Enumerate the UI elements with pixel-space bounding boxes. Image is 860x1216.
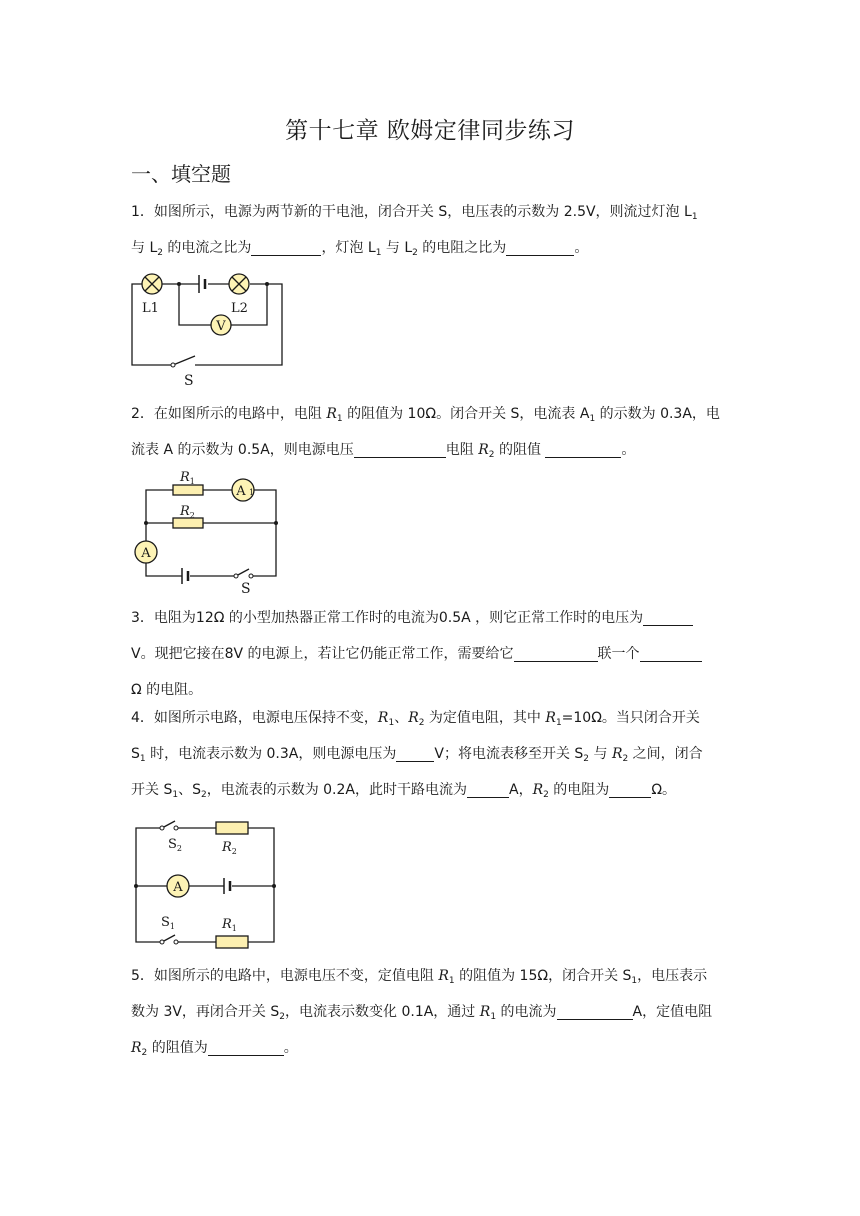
answer-blank[interactable] [640, 643, 702, 662]
lamp-l2-icon [229, 274, 249, 294]
resistor-r2-icon [216, 822, 248, 834]
question-1 [131, 194, 731, 266]
answer-blank[interactable] [251, 237, 321, 256]
question-4 [131, 700, 731, 808]
lamp-l1-icon [142, 274, 162, 294]
page-title: 第十七章 欧姆定律同步练习 [285, 118, 575, 144]
answer-blank[interactable] [506, 237, 574, 256]
question-4-text: 4．如图所示电路，电源电压保持不变，$R_1$、$R_2$ 为定值电阻，其中 $R_1=10\Omega$。当只闭合开关 $S_1$ 时，电流表示数为 0.3A，则电源电压为 V；将电流表移至开关 $S_2$ 与 $R_2$ 之间，闭合 开关 $S_1$、$S_2$，电流表的示数为 0.2A，此时干路电流为 A，$R_2$ 的电阻为 Ω。 [131, 710, 703, 800]
label-l2: L2 [231, 301, 248, 316]
label-r1: $R_1$ [222, 917, 237, 933]
ammeter-icon [167, 875, 189, 897]
svg-text:A: A [141, 546, 151, 561]
question-2 [131, 396, 731, 468]
label-s1: $S_1$ [161, 915, 175, 931]
answer-blank[interactable] [467, 779, 509, 798]
answer-blank[interactable] [354, 439, 446, 458]
answer-blank[interactable] [396, 743, 434, 762]
svg-text:V: V [216, 319, 226, 334]
label-s2: $S_2$ [168, 837, 182, 853]
answer-blank[interactable] [208, 1037, 284, 1056]
svg-text:A: A [173, 880, 183, 895]
label-s: S [184, 373, 194, 389]
label-s: S [241, 581, 251, 597]
circuit-diagram-1 [126, 268, 288, 390]
question-1-text: 1．如图所示，电源为两节新的干电池，闭合开关 S，电压表的示数为 2.5V，则流过灯泡 $L_1$ 与 $L_2$ 的电流之比为 ，灯泡 $L_1$ 与 $L_2$ 的电阻之比为 。 [131, 204, 698, 258]
resistor-r1-icon [216, 936, 248, 948]
question-2-text: 2．在如图所示的电路中，电阻 $R_1$ 的阻值为 10Ω。闭合开关 S，电流表 $A_1$ 的示数为 0.3A，电 流表 A 的示数为 0.5A，则电源电压 电阻 $R_2$ 的阻值 。 [131, 406, 720, 460]
circuit-diagram-2 [128, 466, 284, 598]
ammeter-a-icon [135, 541, 157, 563]
question-5 [131, 958, 731, 1066]
resistor-r2-icon [173, 518, 203, 528]
ammeter-a1-icon [232, 479, 254, 501]
answer-blank[interactable] [557, 1001, 633, 1020]
section-heading: 一、填空题 [131, 162, 231, 186]
label-l1: L1 [142, 301, 159, 316]
question-5-text: 5．如图所示的电路中，电源电压不变，定值电阻 $R_1$ 的阻值为 15Ω，闭合开关 $S_1$，电压表示 数为 3V，再闭合开关 $S_2$，电流表示数变化 0.1A，通过 $R_1$ 的电流为 A，定值电阻 $R_2$ 的阻值为 。 [131, 968, 713, 1058]
label-r2: $R_2$ [222, 840, 237, 856]
circuit-diagram-4 [128, 808, 280, 954]
resistor-r1-icon [173, 485, 203, 495]
voltmeter-icon [211, 315, 231, 335]
svg-text:A: A [236, 484, 246, 499]
answer-blank[interactable] [545, 439, 621, 458]
question-3-text: 3．电阻为12Ω 的小型加热器正常工作时的电流为0.5A ，则它正常工作时的电压为 V。现把它接在8V 的电源上，若让它仍能正常工作，需要给它 联一个 Ω 的电阻。 [131, 600, 731, 708]
svg-text:1: 1 [249, 488, 255, 497]
question-3 [131, 600, 731, 708]
answer-blank[interactable] [643, 607, 693, 626]
label-r1: $R_1$ [180, 470, 195, 486]
label-r2: $R_2$ [180, 504, 195, 520]
answer-blank[interactable] [514, 643, 598, 662]
answer-blank[interactable] [609, 779, 651, 798]
